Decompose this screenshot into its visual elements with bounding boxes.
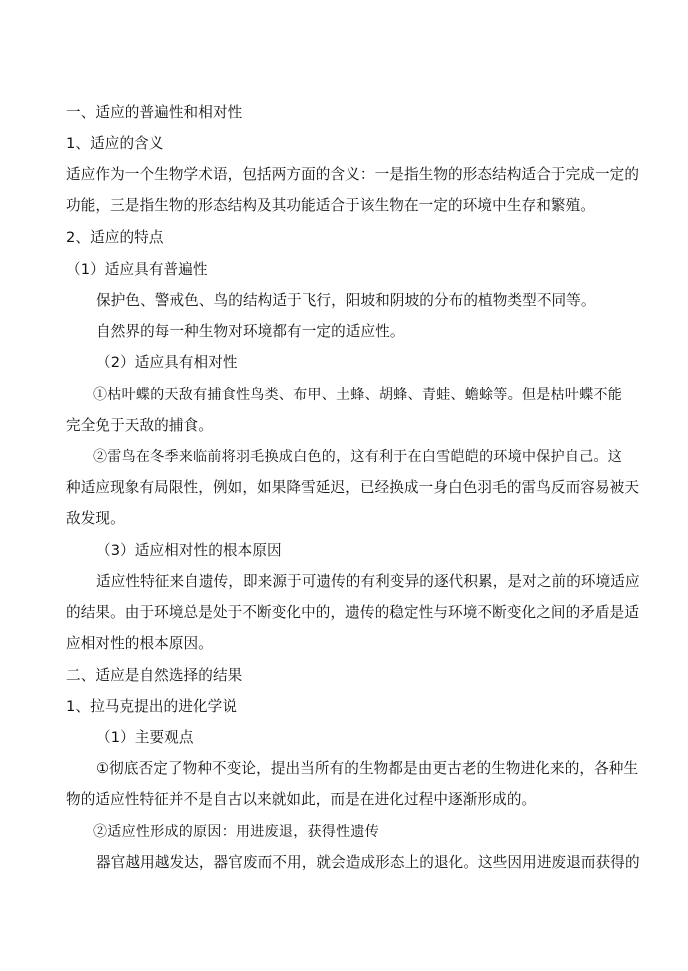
paragraph-line: 敌发现。: [66, 510, 125, 527]
paragraph-line: 应相对性的根本原因。: [66, 635, 213, 652]
subsection-heading-1-1: 1、适应的含义: [66, 135, 164, 152]
subsection-heading-1-2: 2、适应的特点: [66, 229, 164, 246]
paragraph-line: 自然界的每一种生物对环境都有一定的适应性。: [96, 323, 405, 340]
paragraph-line: 完全免于天敌的捕食。: [66, 417, 213, 434]
paragraph-line: 器官越用越发达，器官废而不用，就会造成形态上的退化。这些因用进废退而获得的: [96, 854, 640, 871]
paragraph-line: ②雷鸟在冬季来临前将羽毛换成白色的，这有利于在白雪皑皑的环境中保护自己。这: [93, 449, 623, 465]
list-heading: （1）适应具有普遍性: [66, 261, 208, 278]
paragraph-line: ①彻底否定了物种不变论，提出当所有的生物都是由更古老的生物进化来的，各种生: [96, 760, 639, 777]
paragraph-line: 的结果。由于环境总是处于不断变化中的，遗传的稳定性与环境不断变化之间的矛盾是适: [66, 604, 640, 621]
list-heading: （1）主要观点: [96, 729, 194, 746]
list-heading: （2）适应具有相对性: [96, 354, 238, 371]
paragraph-line: 适应性特征来自遗传，即来源于可遗传的有利变异的逐代积累，是对之前的环境适应: [96, 573, 640, 590]
paragraph-line: 种适应现象有局限性，例如，如果降雪延迟，已经换成一身白色羽毛的雷鸟反而容易被天: [66, 479, 640, 496]
subsection-heading-2-1: 1、拉马克提出的进化学说: [66, 698, 238, 715]
list-heading: （3）适应相对性的根本原因: [96, 542, 282, 559]
paragraph-line: ②适应性形成的原因：用进废退，获得性遗传: [93, 824, 379, 840]
paragraph-line: ①枯叶蝶的天敌有捕食性鸟类、布甲、土蜂、胡蜂、青蛙、蟾蜍等。但是枯叶蝶不能: [93, 387, 623, 403]
paragraph-line: 适应作为一个生物学术语，包括两方面的含义：一是指生物的形态结构适合于完成一定的: [66, 166, 640, 183]
section-heading-1: 一、适应的普遍性和相对性: [66, 104, 243, 121]
paragraph-line: 保护色、警戒色、鸟的结构适于飞行，阳坡和阴坡的分布的植物类型不同等。: [96, 292, 596, 309]
paragraph-line: 功能，三是指生物的形态结构及其功能适合于该生物在一定的环境中生存和繁殖。: [66, 197, 595, 214]
paragraph-line: 物的适应性特征并不是自古以来就如此，而是在进化过程中逐渐形成的。: [66, 791, 537, 808]
section-heading-2: 二、适应是自然选择的结果: [66, 667, 243, 684]
